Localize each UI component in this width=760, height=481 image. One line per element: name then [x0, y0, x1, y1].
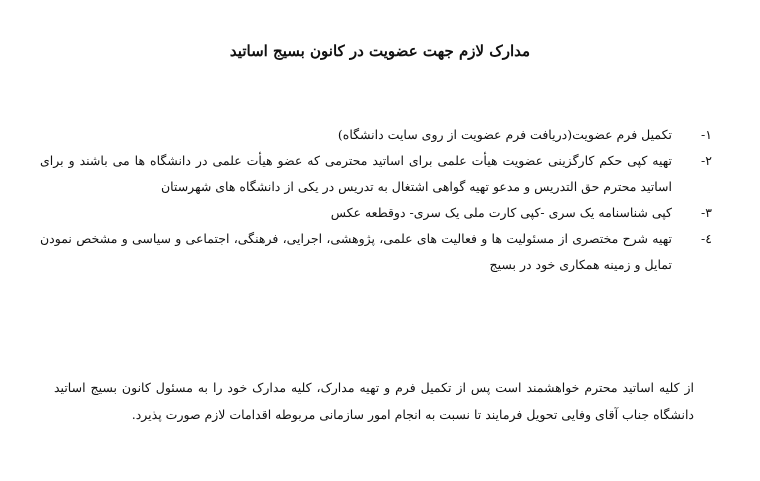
- document-title: مدارک لازم جهت عضویت در کانون بسیج اساتید: [229, 42, 531, 60]
- requirement-item-3: [40, 200, 712, 226]
- item-number: ٤-: [701, 231, 712, 246]
- closing-paragraph: از کلیه اساتید محترم خواهشمند است پس از تکمیل فرم و تهیه مدارک، کلیه مدارک خود را به مسئول کانون بسیج اساتید دانشگاه جناب آقای وفایی تحویل فرمایند تا نسبت به انجام امور سازمانی مربوطه اقدامات لازم صورت پذیرد.: [54, 380, 694, 422]
- requirement-item-2: [40, 148, 712, 200]
- item-text: تکمیل فرم عضویت(دریافت فرم عضویت از روی سایت دانشگاه): [337, 127, 672, 142]
- item-text: کپی شناسنامه یک سری -کپی کارت ملی یک سری- دوقطعه عکس: [330, 205, 672, 220]
- item-number: ٢-: [701, 153, 712, 168]
- item-text: تهیه کپی حکم کارگزینی عضویت هیأت علمی برای اساتید محترمی که عضو هیأت علمی در دانشگاه ها می باشند و برای اساتید محترم حق التدریس و مدعو تهیه گواهی اشتغال به تدریس در یکی از دانشگاه های شهرستان: [40, 153, 672, 194]
- item-number: ٣-: [701, 205, 712, 220]
- requirement-item-1: [40, 122, 712, 148]
- item-number: ١-: [701, 127, 712, 142]
- requirements-list: [40, 122, 712, 278]
- requirement-item-4: [40, 226, 712, 278]
- item-text: تهیه شرح مختصری از مسئولیت ها و فعالیت های علمی، پژوهشی، اجرایی، فرهنگی، اجتماعی و سیاسی و مشخص نمودن تمایل و زمینه همکاری خود در بسیج: [40, 231, 672, 272]
